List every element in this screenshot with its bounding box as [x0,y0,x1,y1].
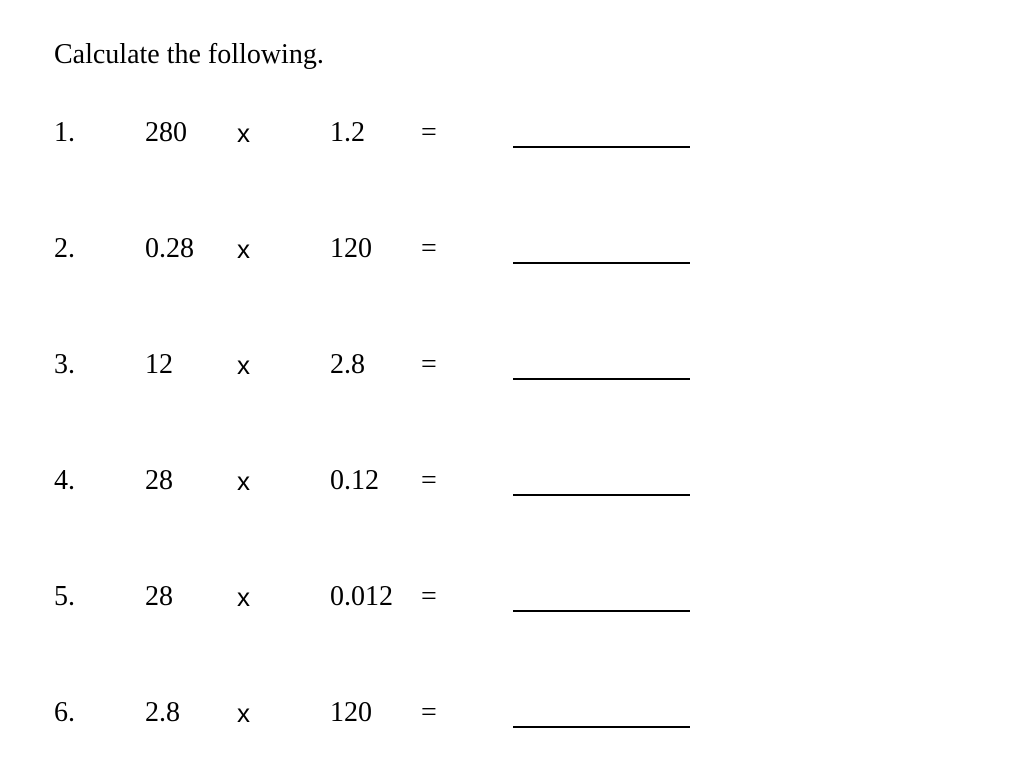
problem-row [0,348,1024,388]
problem-row [0,464,1024,504]
problem-number: 1. [54,117,75,148]
problem-row [0,116,1024,156]
instructions-heading: Calculate the following. [54,39,324,70]
operand-b: 1.2 [330,117,365,148]
problem-number: 3. [54,349,75,380]
equals-sign: = [421,465,437,496]
equals-sign: = [421,233,437,264]
answer-blank[interactable] [513,464,690,496]
answer-blank[interactable] [513,116,690,148]
problem-number: 6. [54,697,75,728]
operand-a: 28 [145,465,173,496]
multiply-sign: x [237,350,250,380]
equals-sign: = [421,117,437,148]
multiply-sign: x [237,582,250,612]
operand-a: 12 [145,349,173,380]
multiply-sign: x [237,466,250,496]
answer-blank[interactable] [513,696,690,728]
operand-a: 0.28 [145,233,194,264]
operand-b: 0.012 [330,581,393,612]
operand-b: 120 [330,233,372,264]
operand-b: 0.12 [330,465,379,496]
answer-blank[interactable] [513,348,690,380]
multiply-sign: x [237,234,250,264]
equals-sign: = [421,349,437,380]
problem-number: 2. [54,233,75,264]
operand-b: 120 [330,697,372,728]
multiply-sign: x [237,118,250,148]
problem-row [0,696,1024,736]
operand-a: 280 [145,117,187,148]
operand-a: 28 [145,581,173,612]
answer-blank[interactable] [513,580,690,612]
equals-sign: = [421,581,437,612]
problem-number: 4. [54,465,75,496]
problem-row [0,580,1024,620]
answer-blank[interactable] [513,232,690,264]
operand-b: 2.8 [330,349,365,380]
problem-row [0,232,1024,272]
operand-a: 2.8 [145,697,180,728]
problem-number: 5. [54,581,75,612]
multiply-sign: x [237,698,250,728]
equals-sign: = [421,697,437,728]
